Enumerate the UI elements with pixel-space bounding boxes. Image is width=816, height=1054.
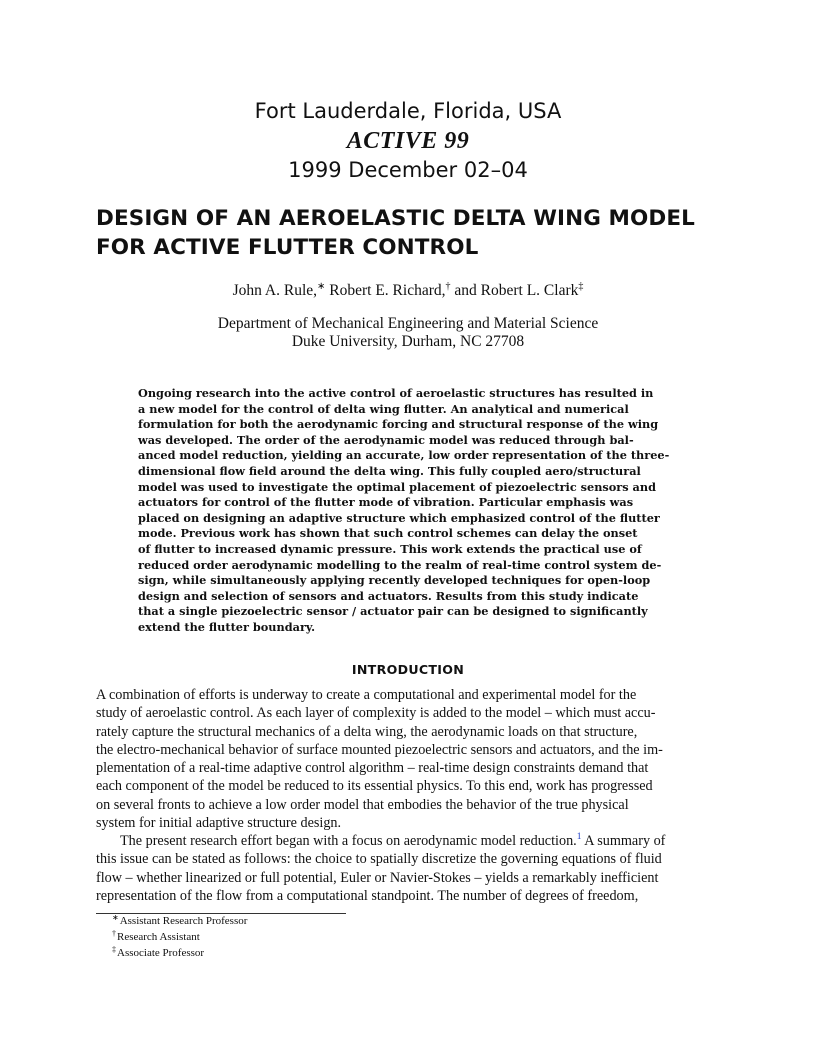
footnote-text: Research Assistant <box>117 931 200 943</box>
section-heading-introduction: INTRODUCTION <box>351 662 465 677</box>
abstract-line: a new model for the control of delta wing flutter. An analytical and numerical <box>138 401 629 416</box>
footnote-mark: ∗ <box>112 913 119 922</box>
abstract <box>138 386 688 636</box>
intro-paragraph-1 <box>96 686 720 832</box>
abstract-line: dimensional flow field around the delta wing. This fully coupled aero/structural <box>138 463 641 478</box>
paper-title-line-1: DESIGN OF AN AEROELASTIC DELTA WING MODEL <box>96 206 695 231</box>
conference-name: ACTIVE 99 <box>346 128 470 154</box>
author-mark: ‡ <box>578 281 584 292</box>
author-clark: and Robert L. Clark <box>454 282 579 299</box>
abstract-line: model was used to investigate the optimal placement of piezoelectric sensors and <box>138 479 656 494</box>
author-list <box>0 282 816 300</box>
author-rule: John A. Rule, <box>232 282 318 299</box>
abstract-line: design and selection of sensors and actuators. Results from this study indicate <box>138 588 639 603</box>
affiliation-department: Department of Mechanical Engineering and Material Science <box>217 315 599 332</box>
footnote-text: Associate Professor <box>117 947 205 959</box>
author-mark: † <box>445 281 451 292</box>
venue-location: Fort Lauderdale, Florida, USA <box>254 99 562 123</box>
body-line: plementation of a real-time adaptive control algorithm – real-time design constraints demand that <box>96 760 649 776</box>
footnote-3 <box>112 946 204 960</box>
body-line: study of aeroelastic control. As each layer of complexity is added to the model – which must accu- <box>96 705 656 722</box>
body-line: each component of the model be reduced to its essential physics. To this end, work has progressed <box>96 778 653 795</box>
body-line-text: A summary of <box>581 833 666 849</box>
abstract-line: was developed. The order of the aerodynamic model was reduced through bal- <box>138 432 634 447</box>
abstract-line: extend the flutter boundary. <box>138 619 316 634</box>
body-line: on several fronts to achieve a low order model that embodies the behavior of the true physical <box>96 796 629 813</box>
footnote-mark: ‡ <box>112 945 116 954</box>
abstract-line: anced model reduction, yielding an accurate, low order representation of the three- <box>138 448 670 463</box>
conference-dates: 1999 December 02–04 <box>288 158 528 182</box>
body-line-text: The present research effort began with a focus on aerodynamic model reduction. <box>120 833 577 849</box>
abstract-line: that a single piezoelectric sensor / actuator pair can be designed to significantly <box>138 604 648 619</box>
footnote-1 <box>112 914 247 928</box>
footnote-2 <box>112 930 200 944</box>
abstract-line: placed on designing an adaptive structure which emphasized control of the flutter <box>138 510 660 525</box>
author-mark: ∗ <box>317 281 326 292</box>
body-line: representation of the flow from a computational standpoint. The number of degrees of freedom, <box>96 887 639 904</box>
body-line: A combination of efforts is underway to create a computational and experimental model for the <box>96 687 637 703</box>
abstract-line: mode. Previous work has shown that such control schemes can delay the onset <box>138 526 638 541</box>
body-line: this issue can be stated as follows: the choice to spatially discretize the governing equations of fluid <box>96 851 662 868</box>
body-line <box>96 832 720 850</box>
intro-paragraph-2 <box>96 832 720 905</box>
abstract-line: sign, while simultaneously applying recently developed techniques for open-loop <box>138 573 651 588</box>
abstract-line: of flutter to increased dynamic pressure. This work extends the practical use of <box>138 541 642 556</box>
abstract-line: Ongoing research into the active control of aeroelastic structures has resulted in <box>138 386 654 400</box>
body-line: system for initial adaptive structure design. <box>96 814 342 831</box>
footnote-mark: † <box>112 929 116 938</box>
author-richard: Robert E. Richard, <box>329 282 446 299</box>
affiliation-university: Duke University, Durham, NC 27708 <box>291 333 525 350</box>
abstract-line: reduced order aerodynamic modelling to the realm of real-time control system de- <box>138 557 662 572</box>
body-line: the electro-mechanical behavior of surface mounted piezoelectric sensors and actuators, and the im- <box>96 741 663 758</box>
paper-title-line-2: FOR ACTIVE FLUTTER CONTROL <box>96 235 479 260</box>
body-line: flow – whether linearized or full potential, Euler or Navier-Stokes – yields a remarkably inefficient <box>96 869 659 886</box>
footnote-text: Assistant Research Professor <box>119 915 248 927</box>
body-line: rately capture the structural mechanics of a delta wing, the aerodynamic loads on that structure, <box>96 723 638 740</box>
abstract-line: actuators for control of the flutter mode of vibration. Particular emphasis was <box>138 495 634 510</box>
citation-link[interactable]: 1 <box>576 832 582 842</box>
abstract-line: formulation for both the aerodynamic forcing and structural response of the wing <box>138 417 659 432</box>
